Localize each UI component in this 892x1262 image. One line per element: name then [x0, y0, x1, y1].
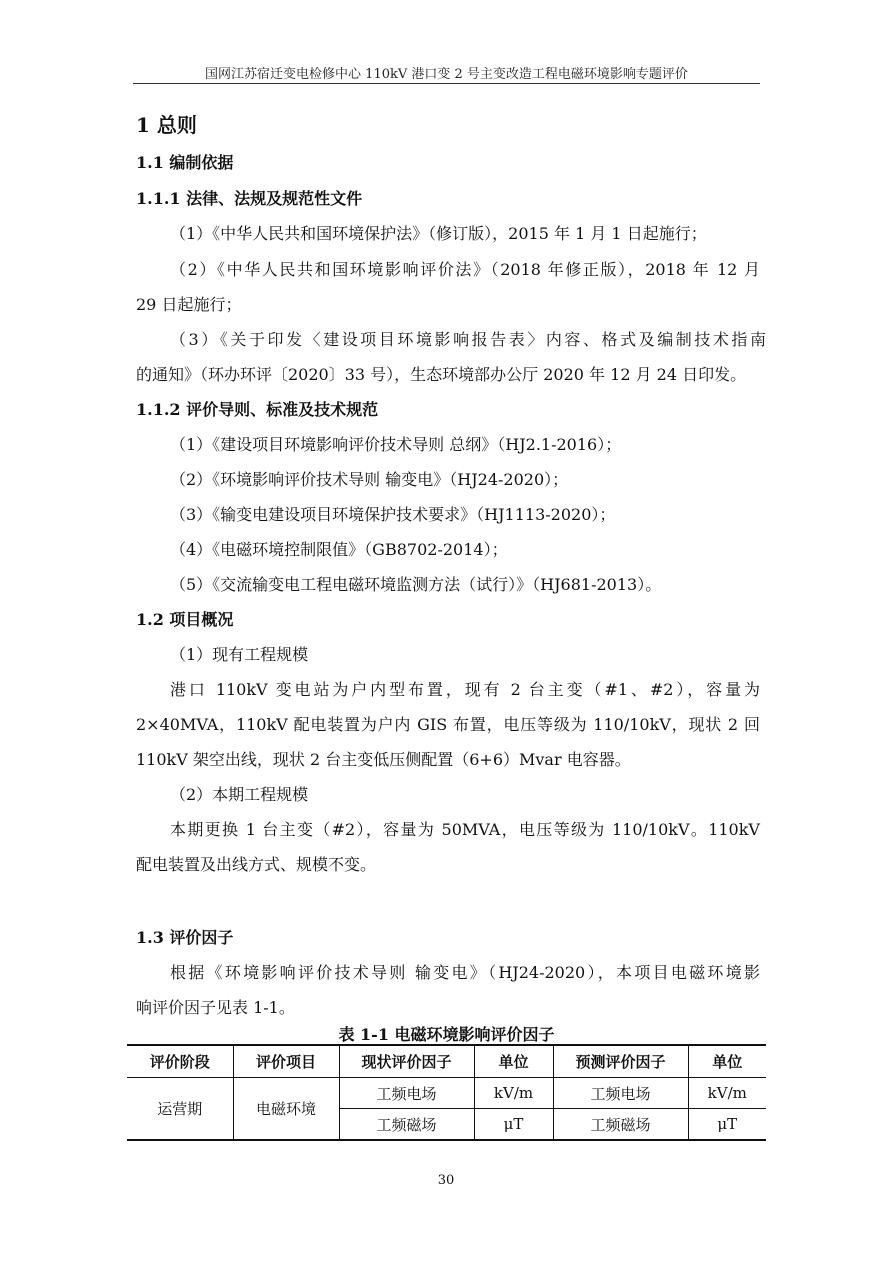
cell-predicted-unit: kV/m [688, 1078, 766, 1109]
section-1-1-title: 1.1 编制依据 [136, 153, 234, 172]
factor-intro-line2: 响评价因子见表 1-1。 [136, 998, 295, 1017]
standard-item-4: （4）《电磁环境控制限值》（GB8702-2014）； [170, 540, 508, 559]
current-scale-line2: 配电装置及出线方式、规模不变。 [136, 855, 377, 874]
current-scale-heading: （2）本期工程规模 [170, 785, 309, 804]
page-header: 国网江苏宿迁变电检修中心 110kV 港口变 2 号主变改造工程电磁环境影响专题评价 [205, 67, 688, 82]
cell-predicted-unit: μT [688, 1109, 766, 1141]
page-number: 30 [437, 1173, 455, 1188]
law-item-2-line1: （2）《中华人民共和国环境影响评价法》（2018 年修正版），2018 年 12 月 [170, 260, 760, 279]
existing-scale-line2: 2×40MVA，110kV 配电装置为户内 GIS 布置，电压等级为 110/10kV，现状 2 回 [136, 715, 760, 734]
standard-item-2: （2）《环境影响评价技术导则 输变电》（HJ24-2020）； [170, 470, 569, 489]
cell-current-unit: μT [474, 1109, 553, 1141]
law-item-1: （1）《中华人民共和国环境保护法》（修订版），2015 年 1 月 1 日起施行； [170, 224, 707, 243]
current-scale-line1: 本期更换 1 台主变（#2），容量为 50MVA，电压等级为 110/10kV。110kV [170, 820, 760, 839]
cell-current-factor: 工频电场 [339, 1078, 474, 1109]
header-current-factor: 现状评价因子 [339, 1045, 474, 1078]
section-1-1-2-title: 1.1.2 评价导则、标准及技术规范 [136, 400, 379, 419]
law-item-3-line1: （3）《关于印发〈建设项目环境影响报告表〉内容、格式及编制技术指南 [170, 330, 766, 349]
header-stage: 评价阶段 [127, 1045, 233, 1078]
header-item: 评价项目 [233, 1045, 339, 1078]
standard-item-3: （3）《输变电建设项目环境保护技术要求》（HJ1113-2020）； [170, 505, 616, 524]
table-caption: 表 1-1 电磁环境影响评价因子 [338, 1025, 555, 1044]
evaluation-factor-table [127, 1044, 766, 1141]
section-1-3-title: 1.3 评价因子 [136, 928, 234, 947]
cell-stage: 运营期 [127, 1078, 233, 1141]
chapter-title: 1 总则 [136, 113, 197, 137]
standard-item-5: （5）《交流输变电工程电磁环境监测方法（试行）》（HJ681-2013）。 [170, 575, 662, 594]
cell-predicted-factor: 工频磁场 [553, 1109, 688, 1141]
header-rule [133, 83, 760, 84]
cell-item: 电磁环境 [233, 1078, 339, 1141]
cell-predicted-factor: 工频电场 [553, 1078, 688, 1109]
section-1-2-title: 1.2 项目概况 [136, 610, 234, 629]
factor-intro-line1: 根据《环境影响评价技术导则 输变电》（HJ24-2020），本项目电磁环境影 [170, 963, 760, 982]
header-predicted-factor: 预测评价因子 [553, 1045, 688, 1078]
header-current-unit: 单位 [474, 1045, 553, 1078]
existing-scale-line3: 110kV 架空出线，现状 2 台主变低压侧配置（6+6）Mvar 电容器。 [136, 750, 631, 769]
existing-scale-heading: （1）现有工程规模 [170, 645, 309, 664]
law-item-3-line2: 的通知》（环办环评〔2020〕33 号），生态环境部办公厅 2020 年 12 月 24 日印发。 [136, 365, 747, 384]
table-header-row [127, 1045, 766, 1078]
header-predicted-unit: 单位 [688, 1045, 766, 1078]
table-row [127, 1078, 766, 1109]
cell-current-unit: kV/m [474, 1078, 553, 1109]
standard-item-1: （1）《建设项目环境影响评价技术导则 总纲》（HJ2.1-2016）； [170, 435, 622, 454]
law-item-2-line2: 29 日起施行； [136, 295, 242, 314]
cell-current-factor: 工频磁场 [339, 1109, 474, 1141]
section-1-1-1-title: 1.1.1 法律、法规及规范性文件 [136, 189, 363, 208]
existing-scale-line1: 港口 110kV 变电站为户内型布置，现有 2 台主变（#1、#2），容量为 [170, 680, 760, 699]
